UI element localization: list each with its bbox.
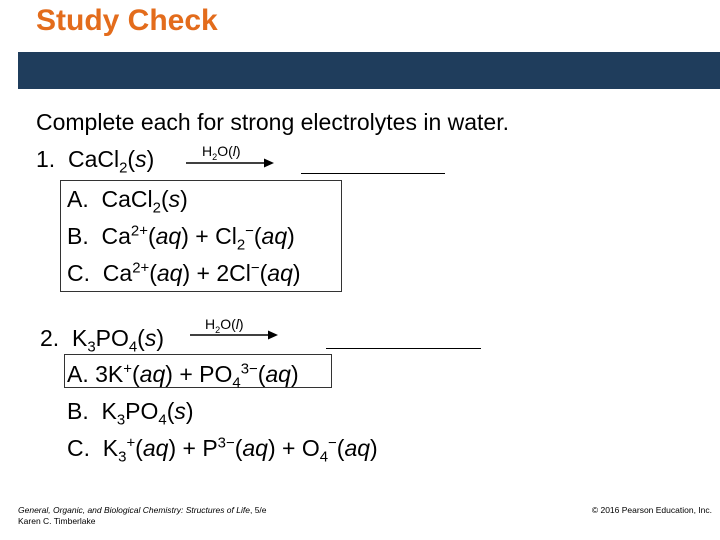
footer-book-title: General, Organic, and Biological Chemistry: Structures of Life [18, 505, 250, 515]
footer-citation [18, 505, 267, 526]
q1-option-a[interactable]: A. CaCl$_2$(s) [67, 186, 188, 217]
q2-reactant: $K_3PO_4(s)$ [71, 325, 165, 356]
q1-option-c[interactable]: C. $Ca^{2+}(aq) + 2Cl^-(aq)$ [67, 259, 301, 286]
q1-reaction-arrow-icon [186, 157, 274, 169]
q2-number: 2. [40, 325, 60, 351]
q1-answer-blank [301, 173, 445, 174]
instruction-text: Complete each for strong electrolytes in water. [36, 109, 510, 135]
q2-option-a[interactable]: A. $3K^+(aq) + PO_4^{3-}(aq)$ [67, 360, 299, 392]
q1-arrow-label: $H_2O(l)$ [202, 143, 241, 162]
q1-option-b[interactable]: B. $Ca^{2+}(aq) + Cl_2^-(aq)$ [67, 222, 295, 254]
footer-author: Karen C. Timberlake [18, 515, 96, 526]
q1-prompt [36, 146, 155, 177]
footer-copyright: © 2016 Pearson Education, Inc. [591, 505, 712, 515]
title-band [18, 52, 720, 89]
q2-option-c[interactable]: C. $K_3^+(aq) + P^{3-}(aq) + O_4^-(aq)$ [67, 434, 378, 466]
slide-title: Study Check [36, 4, 218, 37]
q2-option-b[interactable]: B. $K_3PO_4(s)$ [67, 398, 194, 429]
q1-number: 1. [36, 146, 56, 172]
q1-reactant: CaCl$_2$(s) [67, 146, 155, 177]
footer-edition: , 5/e [249, 505, 267, 515]
q2-arrow-label: $H_2O(l)$ [205, 316, 244, 335]
q2-prompt [40, 325, 165, 356]
q2-reaction-arrow-icon [190, 329, 278, 341]
q2-answer-blank [326, 348, 481, 349]
